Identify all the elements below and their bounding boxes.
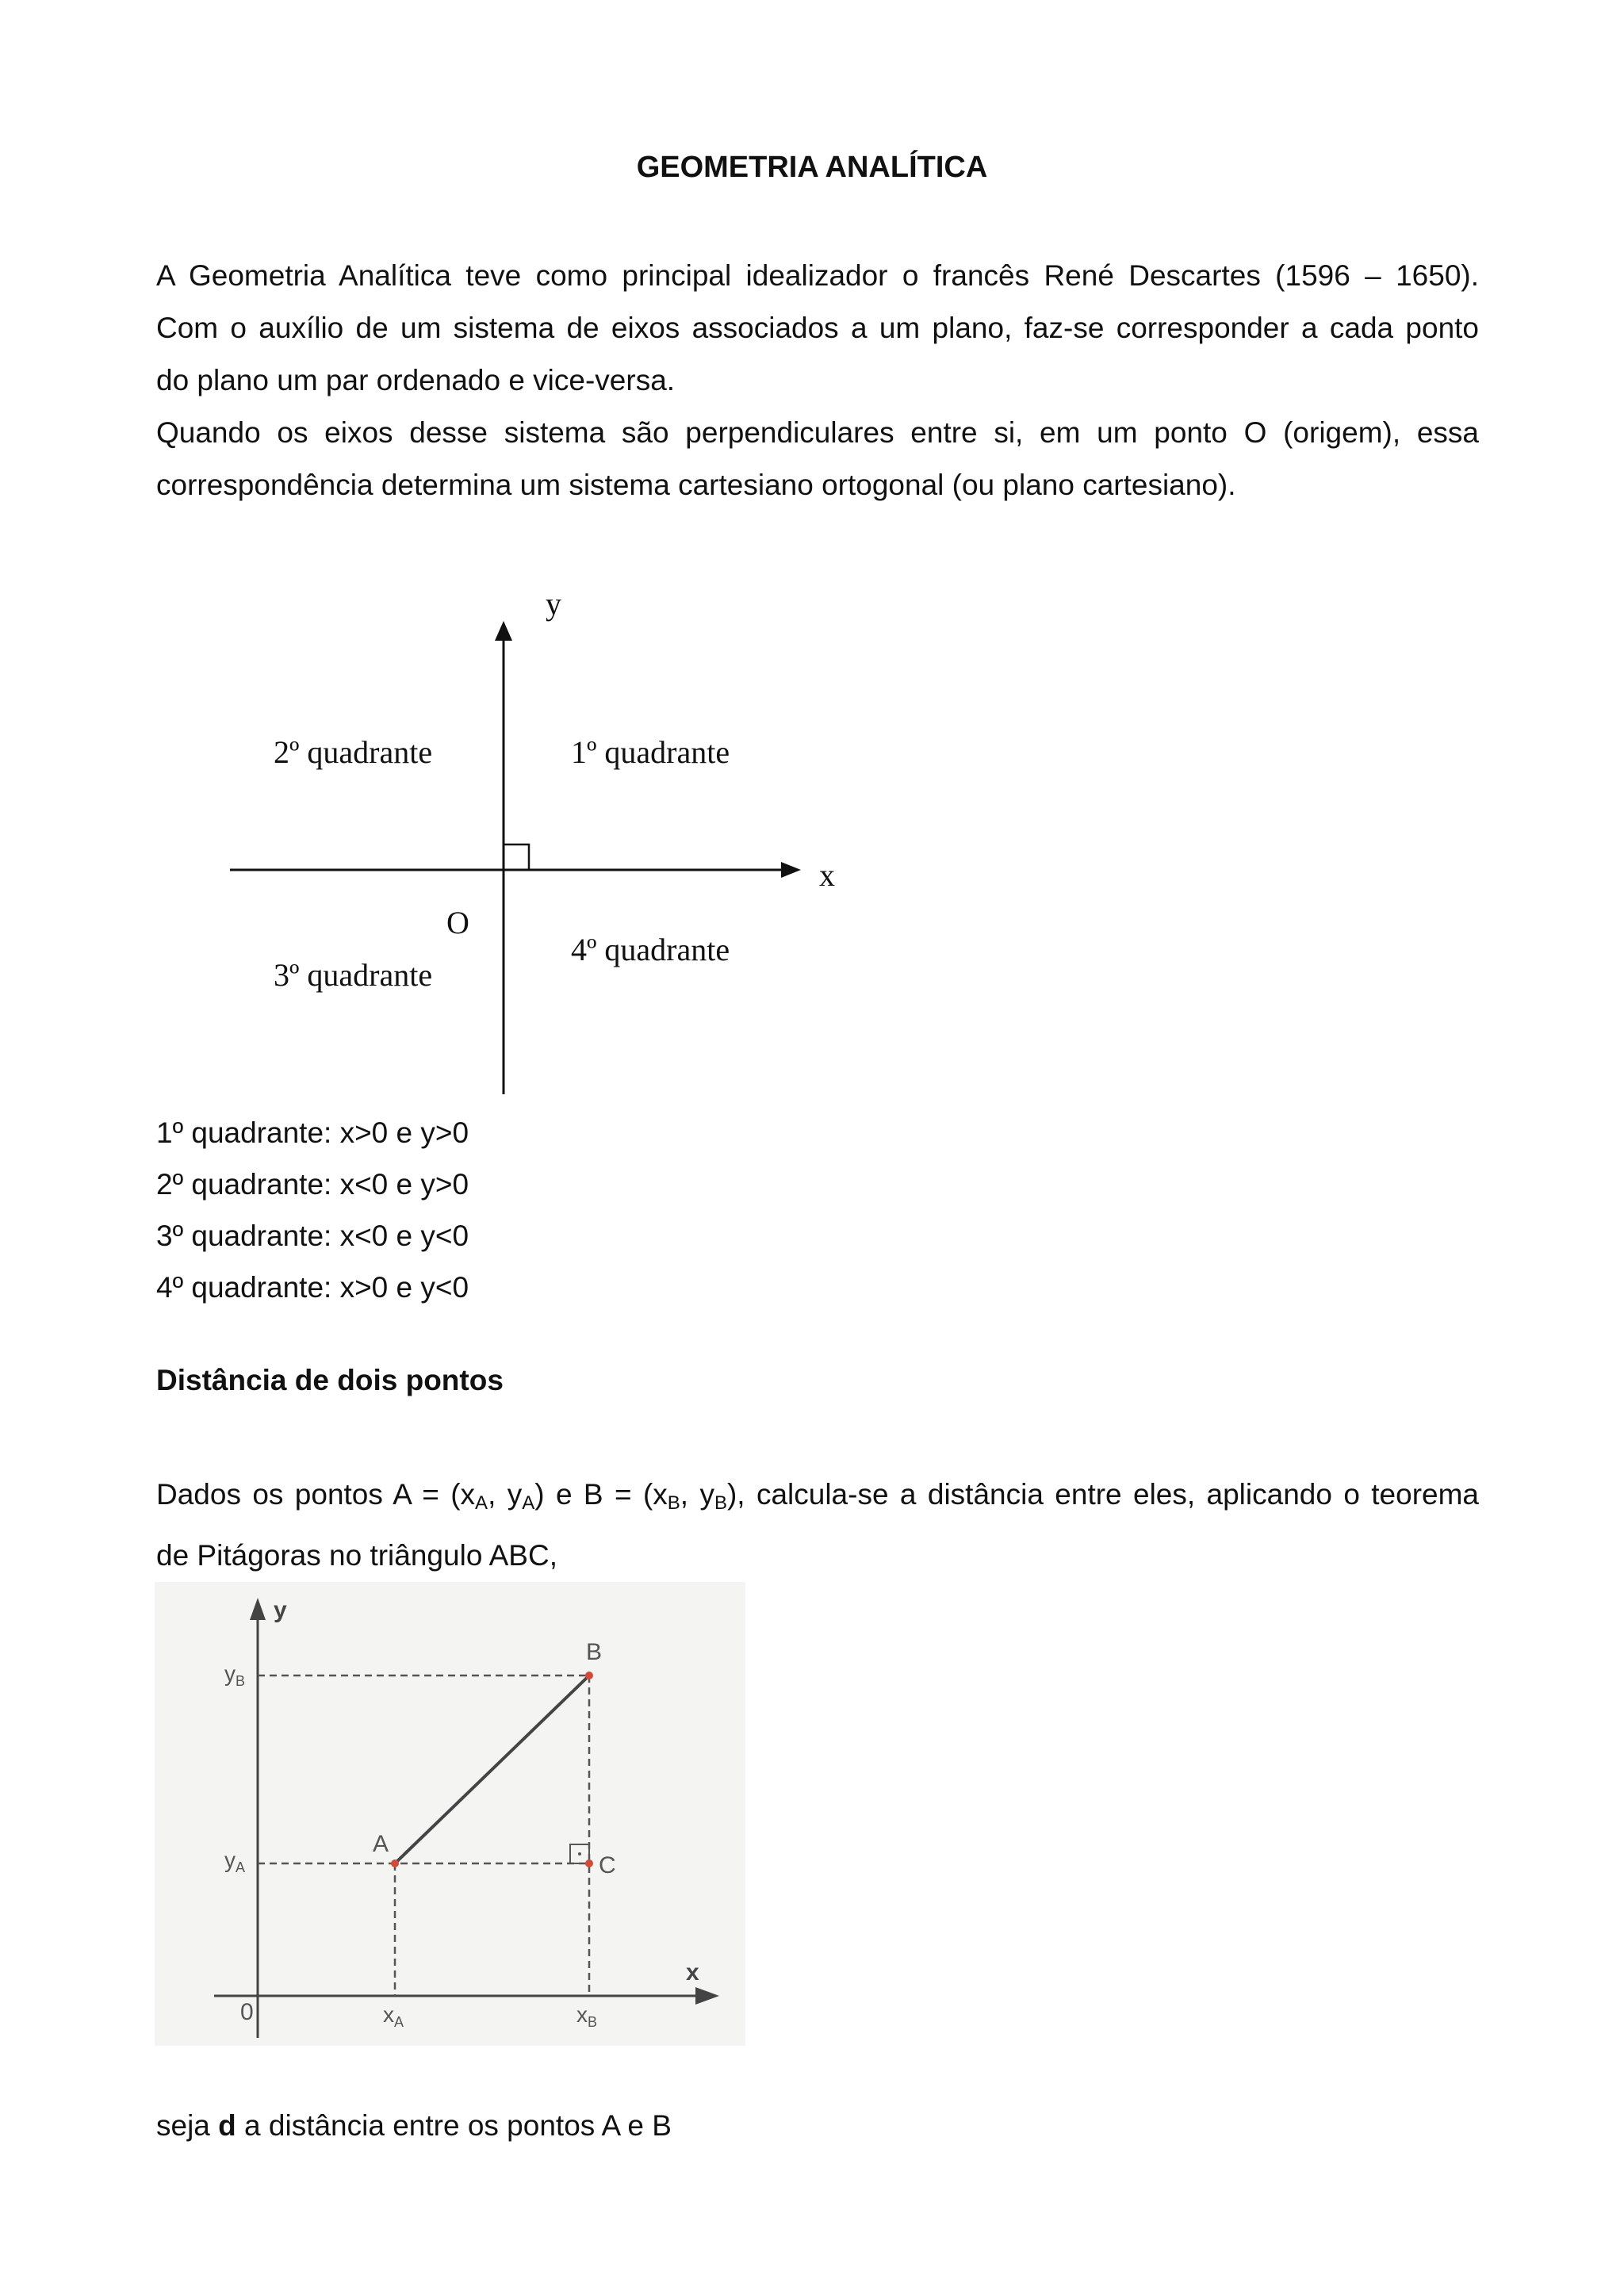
quadrant-rules-list bbox=[156, 1107, 469, 1313]
distance-line-1 bbox=[156, 1469, 1479, 1530]
subscript: A bbox=[475, 1492, 488, 1514]
fig-origin-label: 0 bbox=[240, 1999, 254, 2025]
quadrant-rule: 2º quadrante: x<0 e y>0 bbox=[156, 1168, 469, 1201]
point-c-dot bbox=[585, 1859, 593, 1867]
label-xb: $x_B$ bbox=[576, 2002, 598, 2030]
quadrant-2-label: 2º quadrante bbox=[274, 734, 433, 770]
ortho-line: correspondência determina um sistema cartesiano ortogonal (ou plano cartesiano). bbox=[156, 469, 1236, 501]
distance-figure bbox=[155, 1582, 745, 2046]
label-yb: $y_B$ bbox=[224, 1661, 246, 1689]
text-span: Dados os pontos A = (x bbox=[156, 1478, 476, 1511]
x-axis-label: x bbox=[819, 857, 835, 893]
subscript: B bbox=[714, 1492, 727, 1514]
text-span: a distância entre os pontos A e B bbox=[236, 2109, 672, 2142]
origin-label: O bbox=[446, 905, 469, 940]
intro-line: do plano um par ordenado e vice-versa. bbox=[156, 364, 676, 396]
fig-y-arrowhead bbox=[250, 1598, 266, 1620]
point-b-dot bbox=[585, 1672, 593, 1679]
x-axis-arrowhead bbox=[781, 862, 801, 878]
quadrant-rule: 3º quadrante: x<0 e y<0 bbox=[156, 1220, 469, 1252]
distance-diagram-svg bbox=[155, 1582, 745, 2046]
text-span: , y bbox=[488, 1478, 523, 1511]
intro-line: Com o auxílio de um sistema de eixos associados a um plano, faz-se corresponder a cada ponto bbox=[156, 312, 1479, 344]
text-span: , y bbox=[680, 1478, 714, 1511]
text-span: seja bbox=[156, 2109, 219, 2142]
subscript: B bbox=[667, 1492, 680, 1514]
label-b: B bbox=[586, 1639, 603, 1665]
label-ya: $y_A$ bbox=[224, 1848, 246, 1875]
subscript: A bbox=[522, 1492, 535, 1514]
quadrant-rule: 1º quadrante: x>0 e y>0 bbox=[156, 1116, 469, 1149]
quadrant-diagram bbox=[0, 0, 1624, 1126]
right-angle-marker bbox=[504, 844, 529, 870]
quadrant-rule: 4º quadrante: x>0 e y<0 bbox=[156, 1271, 469, 1304]
section-heading: Distância de dois pontos bbox=[156, 1364, 504, 1396]
y-axis-label: y bbox=[546, 586, 561, 622]
y-axis-arrowhead bbox=[495, 621, 512, 641]
fig-x-label: x bbox=[686, 1959, 699, 1986]
right-angle-dot bbox=[578, 1852, 581, 1855]
final-sentence bbox=[156, 2109, 672, 2143]
quadrant-1-label: 1º quadrante bbox=[571, 734, 730, 770]
fig-x-arrowhead bbox=[695, 1987, 719, 2005]
label-xa: $x_A$ bbox=[383, 2002, 404, 2030]
label-a: A bbox=[373, 1831, 389, 1857]
fig-y-label: y bbox=[274, 1597, 287, 1623]
bold-variable: d bbox=[218, 2109, 236, 2142]
ortho-line: Quando os eixos desse sistema são perpendiculares entre si, em um ponto O (origem), essa bbox=[156, 416, 1479, 449]
label-c: C bbox=[599, 1852, 616, 1878]
text-span: ), calcula-se a distância entre eles, aplicando o teorema bbox=[726, 1478, 1480, 1511]
intro-line: A Geometria Analítica teve como principal idealizador o francês René Descartes (1596 – 1650). bbox=[156, 259, 1479, 292]
point-a-dot bbox=[391, 1859, 399, 1867]
quadrant-4-label: 4º quadrante bbox=[571, 932, 730, 967]
quadrant-3-label: 3º quadrante bbox=[274, 957, 433, 993]
text-span: ) e B = (x bbox=[534, 1478, 668, 1511]
distance-line-2: de Pitágoras no triângulo ABC, bbox=[156, 1539, 557, 1572]
page-title: GEOMETRIA ANALÍTICA bbox=[636, 151, 988, 184]
segment-ab bbox=[395, 1676, 589, 1863]
distance-paragraph bbox=[156, 1469, 1479, 1582]
